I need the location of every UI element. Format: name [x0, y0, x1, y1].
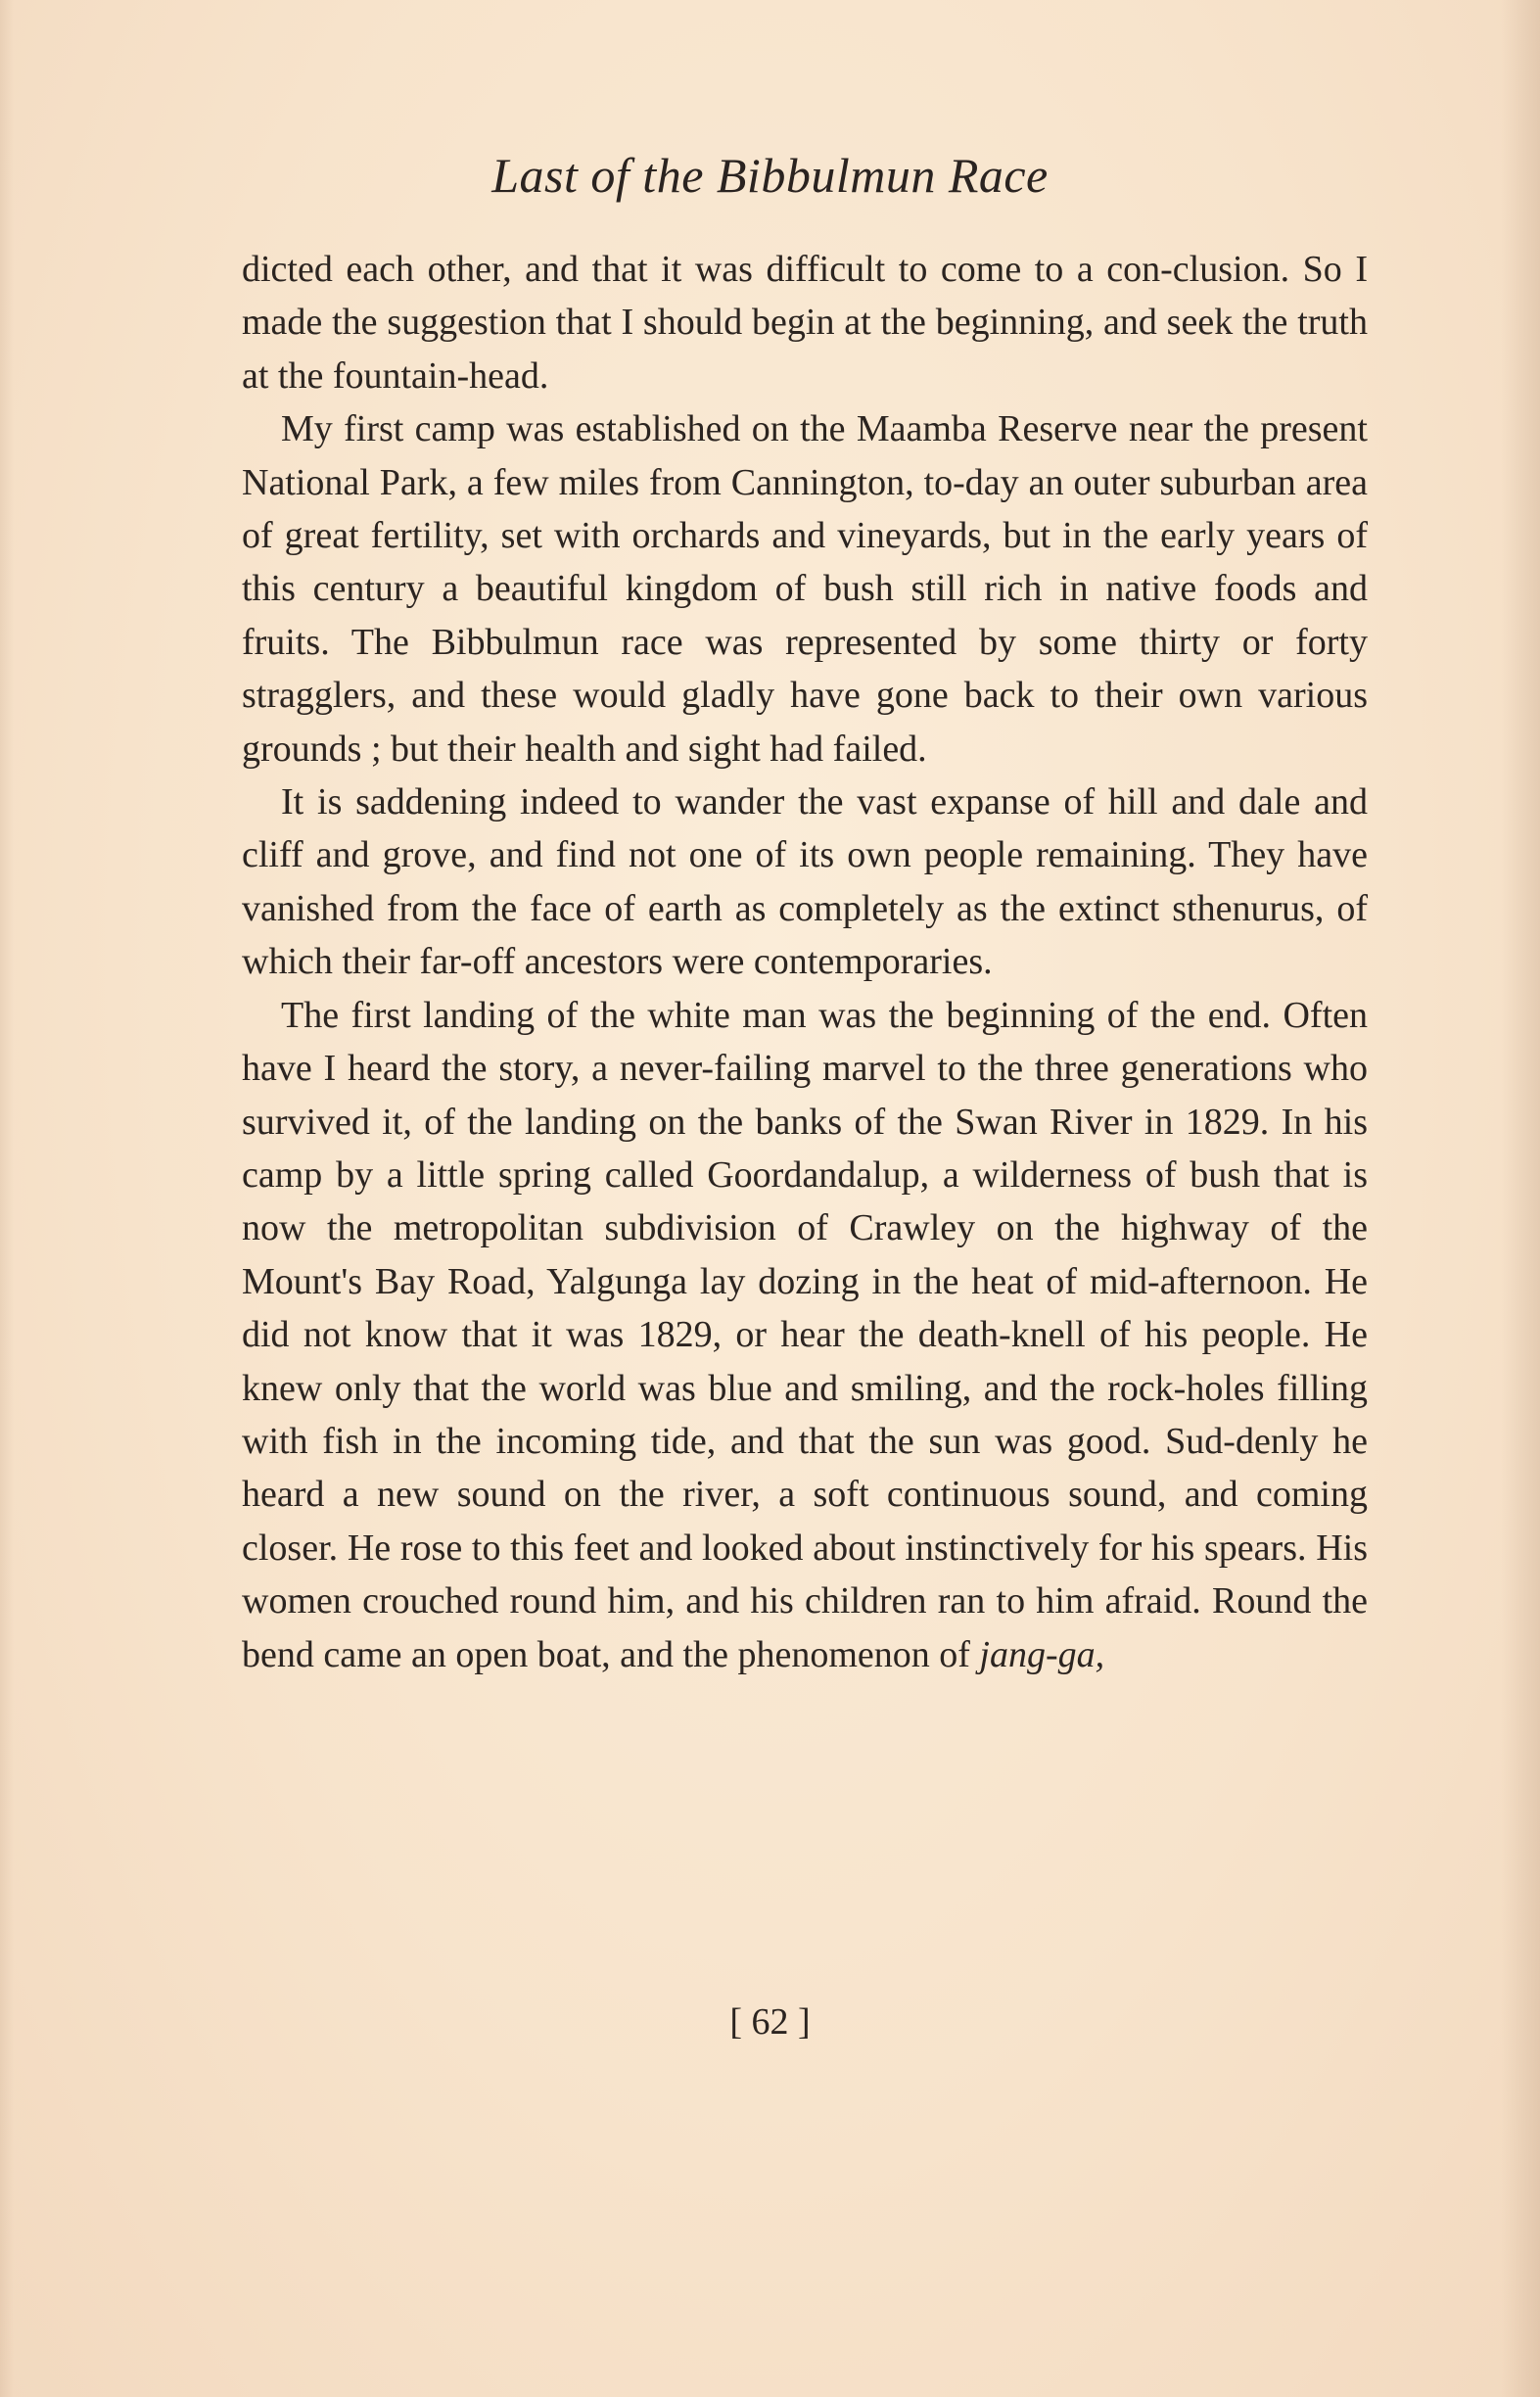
running-head: Last of the Bibbulmun Race: [491, 148, 1049, 203]
paragraph-4: [242, 989, 1368, 1681]
page-number: [ 62 ]: [729, 2001, 811, 2043]
paragraph-2: My first camp was established on the Maamba Reserve near the present National Park, a few miles from Cannington, to-day an outer suburban area of great fertility, set with orchards and vineyards, but in the early years of this century a beautiful kingdom of bush still rich in native foods and fruits. The Bibbulmun race was represented by some thirty or forty stragglers, and these would gladly have gone back to their own various grounds ; but their health and sight had failed.: [242, 408, 1368, 770]
paragraph-1: dicted each other, and that it was difficult to come to a con-clusion. So I made the suggestion that I should begin at the beginning, and seek the truth at the fountain-head.: [242, 249, 1368, 397]
paragraph-3: It is saddening indeed to wander the vast expanse of hill and dale and cliff and grove, and find not one of its own people remaining. They have vanished from the face of earth as completely as the extinct sthenurus, of which their far-off ancestors were contemporaries.: [242, 781, 1368, 983]
body-text: [242, 243, 1368, 1681]
paragraph-4-text: The first landing of the white man was the beginning of the end. Often have I heard the story, a never-failing marvel to the three generations who survived it, of the landing on the banks of the Swan River in 1829. In his camp by a little spring called Goordandalup, a wilderness of bush that is now the metropolitan subdivision of Crawley on the highway of the Mount's Bay Road, Yalgunga lay dozing in the heat of mid-afternoon. He did not know that it was 1829, or hear the death-knell of his people. He knew only that the world was blue and smiling, and the rock-holes filling with fish in the incoming tide, and that the sun was good. Sud-denly he heard a new sound on the river, a soft continuous sound, and coming closer. He rose to this feet and looked about instinctively for his spears. His women crouched round him, and his children ran to him afraid. Round the bend came an open boat, and the phenomenon of: [242, 994, 1368, 1675]
italic-word-jang-ga: jang-ga,: [979, 1633, 1105, 1675]
